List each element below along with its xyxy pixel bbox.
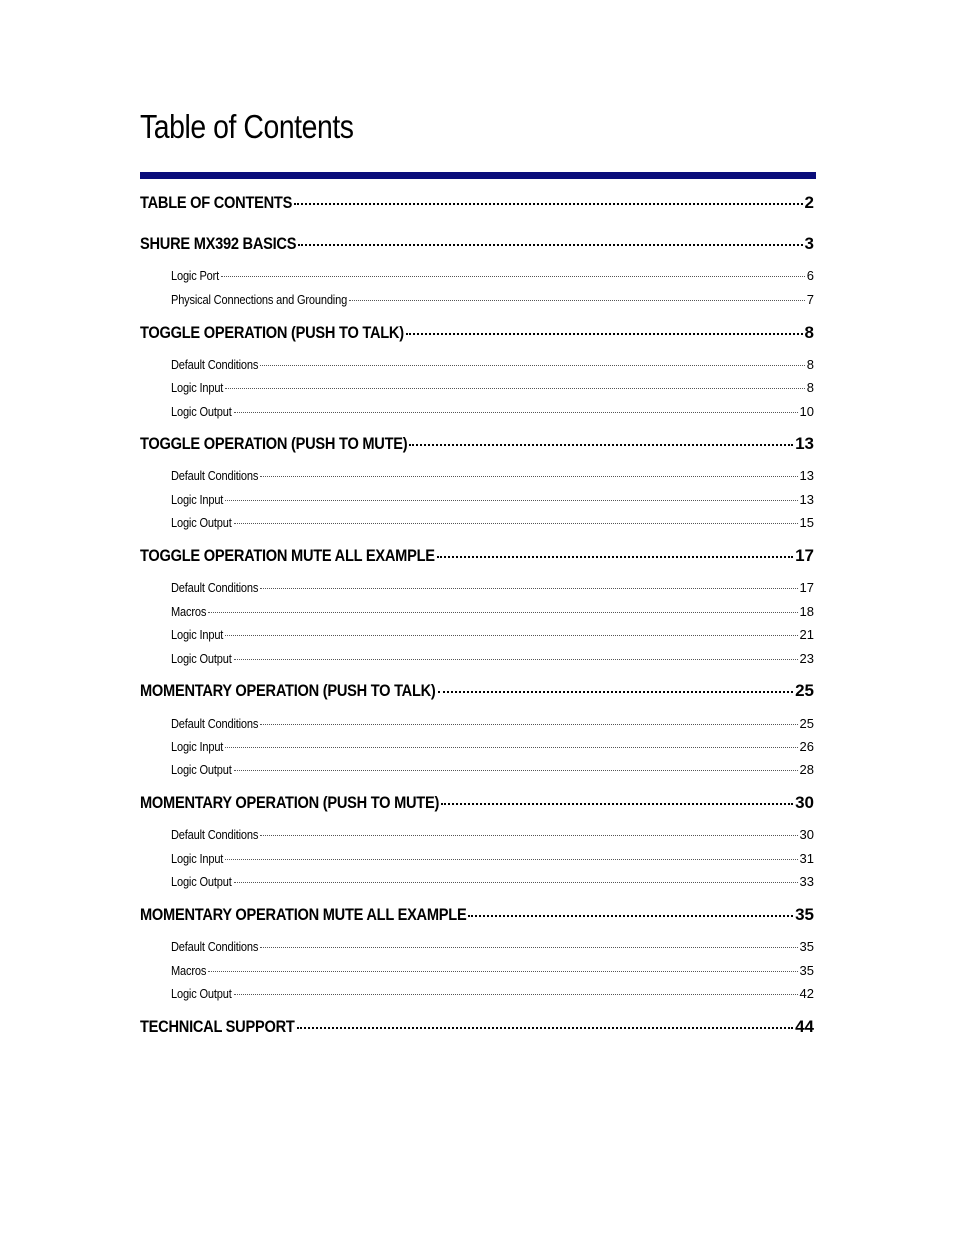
toc-entry-label: Logic Output [171, 762, 232, 777]
toc-entry-label: Default Conditions [171, 468, 259, 483]
dot-leader [234, 882, 798, 883]
toc-entry-logic-output[interactable] [171, 404, 814, 422]
toc-entry-toggle-mute-all[interactable] [140, 546, 814, 568]
toc-entry-page: 8 [804, 323, 814, 342]
dot-leader [260, 724, 797, 725]
toc-entry-default-conditions[interactable] [171, 468, 814, 486]
toc-entry-page: 10 [799, 404, 814, 419]
toc-entry-physical-connections[interactable] [171, 292, 814, 310]
toc-entry-page: 6 [806, 268, 814, 283]
toc-entry-label: Macros [171, 963, 207, 978]
toc-entry-page: 35 [795, 905, 814, 924]
toc-entry-shure-mx392-basics[interactable] [140, 234, 814, 256]
toc-entry-logic-output[interactable] [171, 986, 814, 1004]
toc-entry-label: Default Conditions [171, 827, 259, 842]
dot-leader [225, 500, 797, 501]
toc-entry-page: 17 [799, 580, 814, 595]
toc-entry-label: Default Conditions [171, 939, 259, 954]
toc-entry-label: Default Conditions [171, 580, 259, 595]
toc-entry-logic-input[interactable] [171, 851, 814, 869]
dot-leader [234, 523, 798, 524]
toc-entry-logic-output[interactable] [171, 762, 814, 780]
toc-entry-technical-support[interactable] [140, 1017, 814, 1039]
toc-entry-label: MOMENTARY OPERATION (PUSH TO MUTE) [140, 793, 440, 812]
toc-entry-page: 26 [799, 739, 814, 754]
toc-entry-page: 13 [795, 434, 814, 453]
toc-entry-default-conditions[interactable] [171, 580, 814, 598]
toc-entry-momentary-ptm[interactable] [140, 793, 814, 815]
toc-entry-label: Logic Input [171, 739, 224, 754]
toc-entry-label: Logic Output [171, 874, 232, 889]
toc-entry-table-of-contents[interactable] [140, 193, 814, 215]
toc-entry-default-conditions[interactable] [171, 357, 814, 375]
toc-entry-logic-input[interactable] [171, 492, 814, 510]
toc-entry-page: 8 [806, 357, 814, 372]
toc-entry-label: TECHNICAL SUPPORT [140, 1017, 295, 1036]
toc-entry-logic-port[interactable] [171, 268, 814, 286]
toc-entry-momentary-mute-all[interactable] [140, 905, 814, 927]
toc-entry-page: 25 [795, 681, 814, 700]
toc-entry-label: Physical Connections and Grounding [171, 292, 348, 307]
toc-entry-label: Logic Output [171, 651, 232, 666]
dot-leader [225, 388, 805, 389]
toc-entry-label: TOGGLE OPERATION MUTE ALL EXAMPLE [140, 546, 435, 565]
dot-leader [468, 915, 793, 917]
dot-leader [225, 859, 797, 860]
toc-entry-default-conditions[interactable] [171, 716, 814, 734]
toc-entry-label: MOMENTARY OPERATION (PUSH TO TALK) [140, 681, 436, 700]
dot-leader [208, 971, 797, 972]
toc-entry-logic-output[interactable] [171, 651, 814, 669]
toc-entry-label: Logic Output [171, 515, 232, 530]
toc-entry-page: 31 [799, 851, 814, 866]
toc-entry-page: 3 [804, 234, 814, 253]
toc-entry-label: TABLE OF CONTENTS [140, 193, 293, 212]
dot-leader [234, 659, 798, 660]
toc-entry-page: 7 [806, 292, 814, 307]
toc-entry-label: TOGGLE OPERATION (PUSH TO MUTE) [140, 434, 408, 453]
toc-entry-page: 30 [799, 827, 814, 842]
toc-entry-label: Logic Input [171, 492, 224, 507]
toc-entry-macros[interactable] [171, 604, 814, 622]
toc-entry-default-conditions[interactable] [171, 939, 814, 957]
toc-entry-label: Macros [171, 604, 207, 619]
toc-entry-logic-input[interactable] [171, 380, 814, 398]
toc-entry-page: 35 [799, 939, 814, 954]
toc-entry-momentary-ptt[interactable] [140, 681, 814, 703]
dot-leader [225, 635, 797, 636]
toc-entry-label: Default Conditions [171, 716, 259, 731]
toc-entry-logic-input[interactable] [171, 739, 814, 757]
toc-entry-page: 15 [799, 515, 814, 530]
dot-leader [409, 444, 793, 446]
toc-entry-logic-output[interactable] [171, 515, 814, 533]
dot-leader [234, 412, 798, 413]
dot-leader [221, 276, 805, 277]
toc-entry-page: 35 [799, 963, 814, 978]
toc-entry-page: 33 [799, 874, 814, 889]
toc-entry-page: 21 [799, 627, 814, 642]
dot-leader [260, 588, 797, 589]
toc-entry-page: 13 [799, 492, 814, 507]
toc-entry-page: 25 [799, 716, 814, 731]
toc-entry-page: 42 [799, 986, 814, 1001]
toc-entry-page: 30 [795, 793, 814, 812]
dot-leader [349, 300, 805, 301]
toc-entry-label: Logic Input [171, 627, 224, 642]
toc-entry-label: MOMENTARY OPERATION MUTE ALL EXAMPLE [140, 905, 467, 924]
toc-entry-label: SHURE MX392 BASICS [140, 234, 297, 253]
toc-entry-label: TOGGLE OPERATION (PUSH TO TALK) [140, 323, 404, 342]
toc-entry-default-conditions[interactable] [171, 827, 814, 845]
dot-leader [208, 612, 797, 613]
toc-entry-label: Logic Output [171, 404, 232, 419]
dot-leader [260, 476, 797, 477]
dot-leader [406, 333, 803, 335]
toc-entry-toggle-ptm[interactable] [140, 434, 814, 456]
dot-leader [260, 365, 805, 366]
toc-entry-page: 17 [795, 546, 814, 565]
page-title: Table of Contents [140, 108, 354, 145]
toc-entry-logic-output[interactable] [171, 874, 814, 892]
dot-leader [438, 691, 794, 693]
dot-leader [234, 770, 798, 771]
dot-leader [260, 835, 797, 836]
title-rule [140, 172, 816, 179]
toc-entry-macros[interactable] [171, 963, 814, 981]
dot-leader [225, 747, 797, 748]
dot-leader [297, 1027, 794, 1029]
dot-leader [260, 947, 797, 948]
toc-entry-page: 28 [799, 762, 814, 777]
toc-entry-page: 2 [804, 193, 814, 212]
toc-entry-toggle-ptt[interactable] [140, 323, 814, 345]
dot-leader [437, 556, 793, 558]
toc-entry-label: Logic Input [171, 851, 224, 866]
toc-entry-page: 44 [795, 1017, 814, 1036]
dot-leader [441, 803, 793, 805]
toc-entry-page: 18 [799, 604, 814, 619]
toc-entry-label: Logic Input [171, 380, 224, 395]
toc-entry-page: 23 [799, 651, 814, 666]
toc-entry-page: 8 [806, 380, 814, 395]
toc-entry-logic-input[interactable] [171, 627, 814, 645]
dot-leader [294, 203, 802, 205]
toc-entry-label: Default Conditions [171, 357, 259, 372]
toc-entry-page: 13 [799, 468, 814, 483]
toc-entry-label: Logic Port [171, 268, 220, 283]
toc-entry-label: Logic Output [171, 986, 232, 1001]
dot-leader [234, 994, 798, 995]
dot-leader [298, 244, 802, 246]
